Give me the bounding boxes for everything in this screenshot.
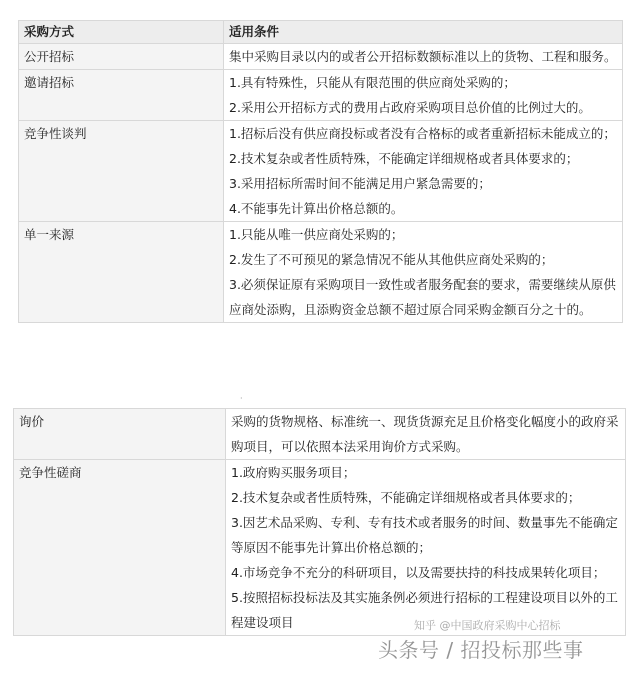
table-row (14, 460, 626, 636)
method-cell: 邀请招标 (19, 70, 224, 121)
table-row (19, 70, 623, 121)
header-condition: 适用条件 (224, 21, 623, 44)
condition-cell (226, 409, 626, 460)
condition-line: 4.不能事先计算出价格总额的。 (229, 201, 404, 216)
condition-line: 2.技术复杂或者性质特殊，不能确定详细规格或者具体要求的； (229, 151, 579, 166)
condition-line: 集中采购目录以内的或者公开招标数额标准以上的货物、工程和服务。 (229, 49, 617, 64)
condition-line: 2.技术复杂或者性质特殊，不能确定详细规格或者具体要求的； (231, 490, 581, 505)
method-cell: 竞争性磋商 (14, 460, 226, 636)
condition-line: 2.采用公开招标方式的费用占政府采购项目总价值的比例过大的。 (229, 100, 591, 115)
condition-line: 4.市场竞争不充分的科研项目，以及需要扶持的科技成果转化项目； (231, 565, 606, 580)
table-row (19, 44, 623, 70)
method-cell: 竞争性谈判 (19, 121, 224, 222)
condition-cell (224, 44, 623, 70)
condition-cell (226, 460, 626, 636)
condition-line: 1.只能从唯一供应商处采购的； (229, 227, 404, 242)
method-cell: 公开招标 (19, 44, 224, 70)
condition-cell (224, 222, 623, 323)
condition-line: 采购的货物规格、标准统一、现货货源充足且价格变化幅度小的政府采购项目，可以依照本法采用询价方式采购。 (231, 414, 619, 454)
condition-line: 1.政府购买服务项目； (231, 465, 356, 480)
condition-line: 1.招标后没有供应商投标或者没有合格标的或者重新招标未能成立的； (229, 126, 616, 141)
method-cell: 单一来源 (19, 222, 224, 323)
table-row (19, 121, 623, 222)
header-method: 采购方式 (19, 21, 224, 44)
table-header-row (19, 21, 623, 44)
condition-line: 5.按照招标投标法及其实施条例必须进行招标的工程建设项目以外的工程建设项目 (231, 590, 618, 630)
table-row (19, 222, 623, 323)
method-cell: 询价 (14, 409, 226, 460)
condition-line: 3.必须保证原有采购项目一致性或者服务配套的要求，需要继续从原供应商处添购，且添购资金总额不超过原合同采购金额百分之十的。 (229, 277, 616, 317)
condition-line: 1.具有特殊性，只能从有限范围的供应商处采购的； (229, 75, 516, 90)
condition-line: 2.发生了不可预见的紧急情况不能从其他供应商处采购的； (229, 252, 554, 267)
scan-mark: · (240, 394, 243, 403)
watermark-sub-text: 知乎 @中国政府采购中心招标 (414, 619, 561, 632)
watermark-text: 头条号 / 招投标那些事 (378, 638, 584, 662)
condition-cell (224, 121, 623, 222)
condition-cell (224, 70, 623, 121)
condition-line: 3.采用招标所需时间不能满足用户紧急需要的； (229, 176, 491, 191)
condition-line: 3.因艺术品采购、专利、专有技术或者服务的时间、数量事先不能确定等原因不能事先计算出价格总额的； (231, 515, 618, 555)
procurement-table-bottom (13, 408, 626, 636)
procurement-table-top (18, 20, 623, 323)
table-row (14, 409, 626, 460)
